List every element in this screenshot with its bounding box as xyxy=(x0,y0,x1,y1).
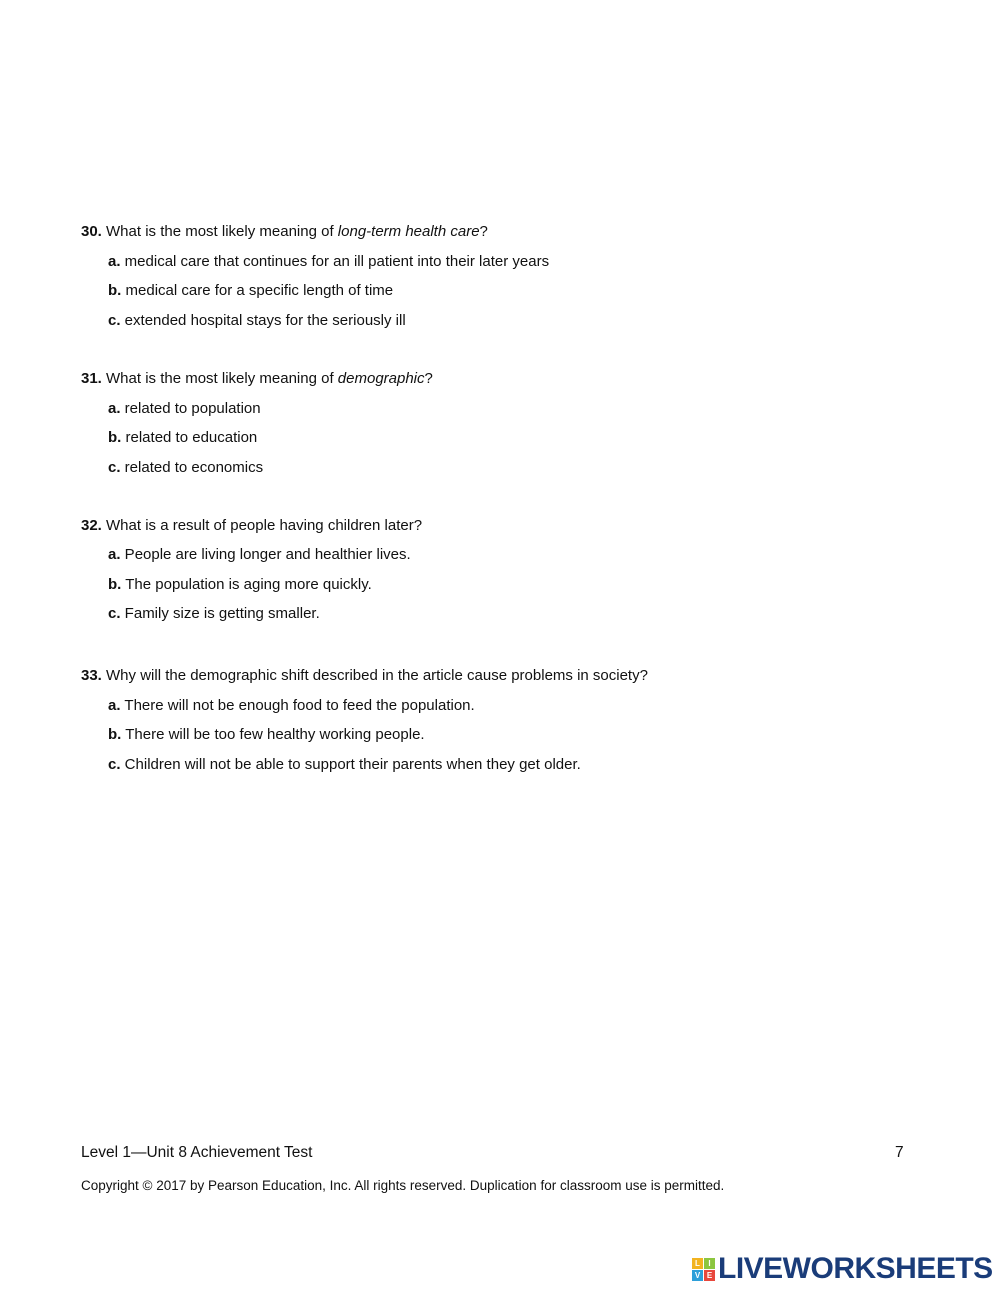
question-30 xyxy=(81,222,488,242)
option-31-b xyxy=(108,428,257,448)
option-text: There will be too few healthy working people. xyxy=(121,726,425,743)
option-letter: b. xyxy=(108,576,122,593)
question-text: Why will the demographic shift described in the article cause problems in society? xyxy=(101,667,648,684)
option-text: related to education xyxy=(121,429,258,446)
option-letter: b. xyxy=(108,726,122,743)
option-30-a xyxy=(108,252,549,272)
option-letter: b. xyxy=(108,282,122,299)
option-text: related to population xyxy=(120,400,261,417)
option-text: Children will not be able to support their parents when they get older. xyxy=(120,756,581,773)
logo-mark-e: E xyxy=(704,1270,715,1281)
liveworksheets-logo xyxy=(692,1252,993,1286)
question-text-end: ? xyxy=(424,370,433,387)
option-letter: c. xyxy=(108,756,121,773)
option-30-c xyxy=(108,311,406,331)
option-33-c xyxy=(108,755,581,775)
option-letter: a. xyxy=(108,400,121,417)
option-text: People are living longer and healthier lives. xyxy=(120,546,411,563)
option-text: medical care that continues for an ill patient into their later years xyxy=(120,253,550,270)
option-text: related to economics xyxy=(120,459,264,476)
question-text: What is a result of people having children later? xyxy=(101,517,423,534)
page-number: 7 xyxy=(895,1144,904,1161)
question-term: long-term health care xyxy=(337,223,480,240)
option-letter: c. xyxy=(108,312,121,329)
option-text: There will not be enough food to feed the population. xyxy=(120,697,475,714)
logo-mark-i: I xyxy=(704,1258,715,1269)
option-letter: a. xyxy=(108,253,121,270)
option-30-b xyxy=(108,281,393,301)
question-number: 30. xyxy=(81,223,102,240)
option-letter: a. xyxy=(108,697,121,714)
option-letter: a. xyxy=(108,546,121,563)
question-term: demographic xyxy=(337,370,425,387)
option-31-a xyxy=(108,399,261,419)
option-letter: b. xyxy=(108,429,122,446)
question-text: What is the most likely meaning of xyxy=(101,223,338,240)
option-letter: c. xyxy=(108,605,121,622)
question-31 xyxy=(81,369,433,389)
option-31-c xyxy=(108,458,263,478)
option-letter: c. xyxy=(108,459,121,476)
question-number: 32. xyxy=(81,517,102,534)
footer-title: Level 1—Unit 8 Achievement Test xyxy=(81,1144,313,1161)
question-text-end: ? xyxy=(479,223,488,240)
question-number: 31. xyxy=(81,370,102,387)
option-32-b xyxy=(108,575,372,595)
logo-text: LIVEWORKSHEETS xyxy=(718,1252,993,1285)
copyright-notice: Copyright © 2017 by Pearson Education, Inc. All rights reserved. Duplication for classroom use is permitted. xyxy=(81,1178,725,1193)
option-33-b xyxy=(108,725,425,745)
question-text: What is the most likely meaning of xyxy=(101,370,338,387)
option-text: medical care for a specific length of time xyxy=(121,282,394,299)
option-text: Family size is getting smaller. xyxy=(120,605,320,622)
question-33 xyxy=(81,666,648,686)
option-32-c xyxy=(108,604,320,624)
logo-mark-v: V xyxy=(692,1270,703,1281)
option-33-a xyxy=(108,696,475,716)
question-32 xyxy=(81,516,422,536)
option-text: extended hospital stays for the seriously ill xyxy=(120,312,406,329)
option-text: The population is aging more quickly. xyxy=(121,576,372,593)
logo-mark-icon xyxy=(692,1258,715,1281)
question-number: 33. xyxy=(81,667,102,684)
logo-mark-l: L xyxy=(692,1258,703,1269)
option-32-a xyxy=(108,545,411,565)
